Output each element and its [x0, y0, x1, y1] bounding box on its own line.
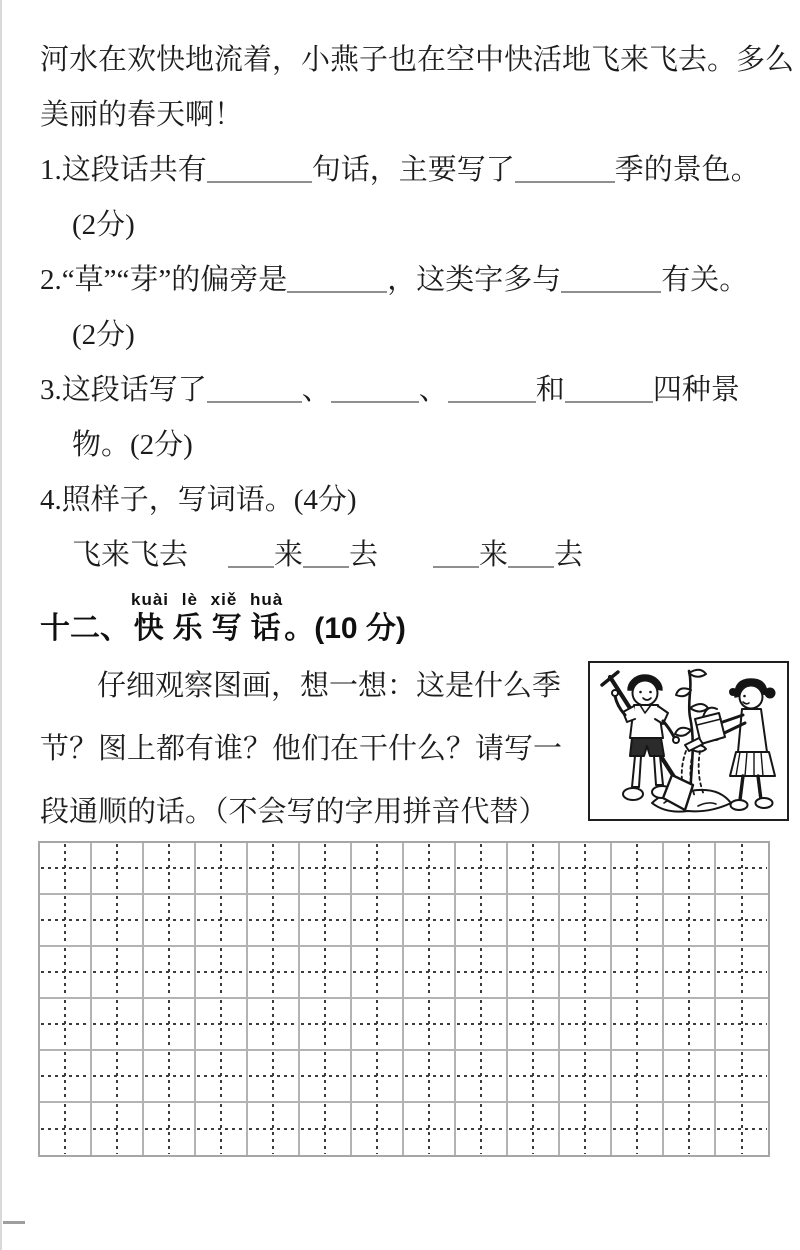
question-1-line2 [40, 198, 796, 253]
grid-cell [716, 843, 768, 895]
answer-blank [433, 566, 479, 568]
grid-cell [144, 1103, 196, 1155]
section-title-ruby [131, 590, 290, 646]
grid-cell [508, 999, 560, 1051]
grid-cell [456, 1051, 508, 1103]
grid-cell [144, 1051, 196, 1103]
grid-cell [404, 1103, 456, 1155]
question-text: 去 [554, 539, 584, 571]
grid-cell [456, 999, 508, 1051]
grid-row [40, 999, 768, 1051]
question-4-line2 [40, 528, 796, 583]
grid-cell [352, 1103, 404, 1155]
grid-cell [196, 1051, 248, 1103]
question-4-line1 [40, 473, 796, 528]
grid-row [40, 843, 768, 895]
grid-cell [560, 1103, 612, 1155]
grid-cell [300, 1103, 352, 1155]
grid-cell [40, 843, 92, 895]
grid-cell [560, 895, 612, 947]
grid-cell [92, 1051, 144, 1103]
question-text: 季的景色。 [614, 154, 760, 186]
grid-cell [404, 895, 456, 947]
question-text: (2分) [72, 319, 135, 351]
grid-row [40, 947, 768, 999]
grid-cell [404, 843, 456, 895]
grid-cell [196, 999, 248, 1051]
grid-cell [456, 843, 508, 895]
passage-line: 河水在欢快地流着，小燕子也在空中快活地飞来飞去。多么 [40, 44, 795, 76]
question-text: 去 [349, 539, 379, 571]
grid-cell [92, 947, 144, 999]
section-number: 十二、 [40, 612, 130, 645]
grid-cell [300, 843, 352, 895]
grid-cell [352, 999, 404, 1051]
grid-cell [560, 1051, 612, 1103]
question-text: 、 [301, 374, 331, 406]
grid-cell [248, 1103, 300, 1155]
grid-row [40, 1103, 768, 1155]
grid-cell [508, 947, 560, 999]
question-1-line1 [40, 143, 796, 198]
writing-prompt [40, 655, 588, 844]
page-scan-edge [0, 0, 2, 1250]
question-text: 物。(2分) [72, 429, 193, 461]
grid-cell [144, 947, 196, 999]
grid-cell [664, 843, 716, 895]
answer-blank [561, 291, 661, 293]
grid-cell [300, 947, 352, 999]
question-text: 来 [479, 539, 509, 571]
answer-blank [207, 181, 312, 183]
grid-cell [40, 895, 92, 947]
grid-cell [196, 843, 248, 895]
grid-cell [612, 895, 664, 947]
grid-cell [40, 1051, 92, 1103]
grid-cell [716, 895, 768, 947]
illustration-svg [590, 663, 787, 819]
question-2 [40, 253, 796, 363]
tree-planting-illustration [588, 661, 789, 821]
question-text: 句话，主要写了 [311, 154, 515, 186]
question-text: 有关。 [661, 264, 749, 296]
grid-cell [40, 947, 92, 999]
question-4 [40, 473, 796, 583]
grid-cell [716, 947, 768, 999]
question-text: 、 [418, 374, 448, 406]
question-text: 来 [274, 539, 304, 571]
grid-cell [352, 947, 404, 999]
answer-blank [508, 566, 554, 568]
section-score: 。(10 分) [284, 612, 406, 645]
grid-cell [612, 843, 664, 895]
question-text: ，这类字多与 [387, 264, 562, 296]
grid-cell [508, 895, 560, 947]
answer-blank [448, 401, 536, 403]
grid-cell [300, 895, 352, 947]
question-1 [40, 143, 796, 253]
grid-cell [664, 1103, 716, 1155]
grid-cell [716, 1051, 768, 1103]
grid-cell [508, 1051, 560, 1103]
grid-cell [196, 895, 248, 947]
question-text: 4.照样子，写词语。(4分) [40, 484, 357, 516]
prompt-line: 段通顺的话。（不会写的字用拼音代替） [40, 796, 548, 828]
grid-row [40, 1051, 768, 1103]
grid-cell [92, 895, 144, 947]
grid-cell [92, 843, 144, 895]
grid-cell [612, 947, 664, 999]
answer-blank [565, 401, 653, 403]
question-text: 1.这段话共有 [40, 154, 207, 186]
grid-cell [664, 947, 716, 999]
reading-passage [40, 33, 796, 143]
grid-cell [508, 843, 560, 895]
grid-cell [716, 1103, 768, 1155]
grid-cell [664, 1051, 716, 1103]
grid-cell [144, 999, 196, 1051]
grid-cell [352, 895, 404, 947]
grid-cell [612, 1051, 664, 1103]
answer-blank [331, 401, 419, 403]
grid-cell [248, 1051, 300, 1103]
grid-cell [300, 999, 352, 1051]
grid-cell [196, 947, 248, 999]
question-2-line2 [40, 308, 796, 363]
answer-blank [303, 566, 349, 568]
section-header [40, 591, 406, 646]
grid-cell [664, 895, 716, 947]
passage-line: 美丽的春天啊！ [40, 99, 244, 131]
question-3-line2 [40, 418, 796, 473]
grid-cell [404, 947, 456, 999]
grid-cell [92, 999, 144, 1051]
question-text: 四种景 [652, 374, 740, 406]
grid-cell [456, 947, 508, 999]
prompt-line: 仔细观察图画，想一想：这是什么季 [97, 670, 562, 702]
answer-blank [515, 181, 615, 183]
grid-cell [40, 1103, 92, 1155]
question-text: 2.“草”“芽”的偏旁是 [40, 264, 288, 296]
grid-cell [612, 999, 664, 1051]
grid-cell [144, 843, 196, 895]
grid-cell [612, 1103, 664, 1155]
grid-cell [560, 843, 612, 895]
question-2-line1 [40, 253, 796, 308]
grid-cell [456, 895, 508, 947]
grid-cell [92, 1103, 144, 1155]
grid-cell [352, 1051, 404, 1103]
answer-blank [228, 566, 274, 568]
question-text: (2分) [72, 209, 135, 241]
grid-cell [716, 999, 768, 1051]
grid-cell [404, 1051, 456, 1103]
grid-cell [248, 947, 300, 999]
corner-mark [3, 1221, 25, 1224]
grid-cell [248, 999, 300, 1051]
question-text: 和 [535, 374, 565, 406]
grid-cell [144, 895, 196, 947]
question-3-line1 [40, 363, 796, 418]
grid-cell [664, 999, 716, 1051]
grid-cell [404, 999, 456, 1051]
questions [40, 143, 796, 583]
grid-cell [456, 1103, 508, 1155]
question-text: 飞来飞去 [72, 539, 189, 571]
grid-cell [300, 1051, 352, 1103]
grid-cell [196, 1103, 248, 1155]
prompt-line: 节？图上都有谁？他们在干什么？请写一 [40, 733, 563, 765]
grid-cell [560, 999, 612, 1051]
question-3 [40, 363, 796, 473]
grid-cell [248, 895, 300, 947]
grid-cell [508, 1103, 560, 1155]
grid-cell [40, 999, 92, 1051]
section-title: 快乐写话 [133, 612, 290, 645]
grid-row [40, 895, 768, 947]
answer-blank [207, 401, 302, 403]
grid-cell [248, 843, 300, 895]
grid-cell [560, 947, 612, 999]
question-text: 3.这段话写了 [40, 374, 207, 406]
section-pinyin: kuài lè xiě huà [131, 590, 284, 609]
answer-blank [287, 291, 387, 293]
grid-cell [352, 843, 404, 895]
writing-grid [38, 841, 770, 1157]
